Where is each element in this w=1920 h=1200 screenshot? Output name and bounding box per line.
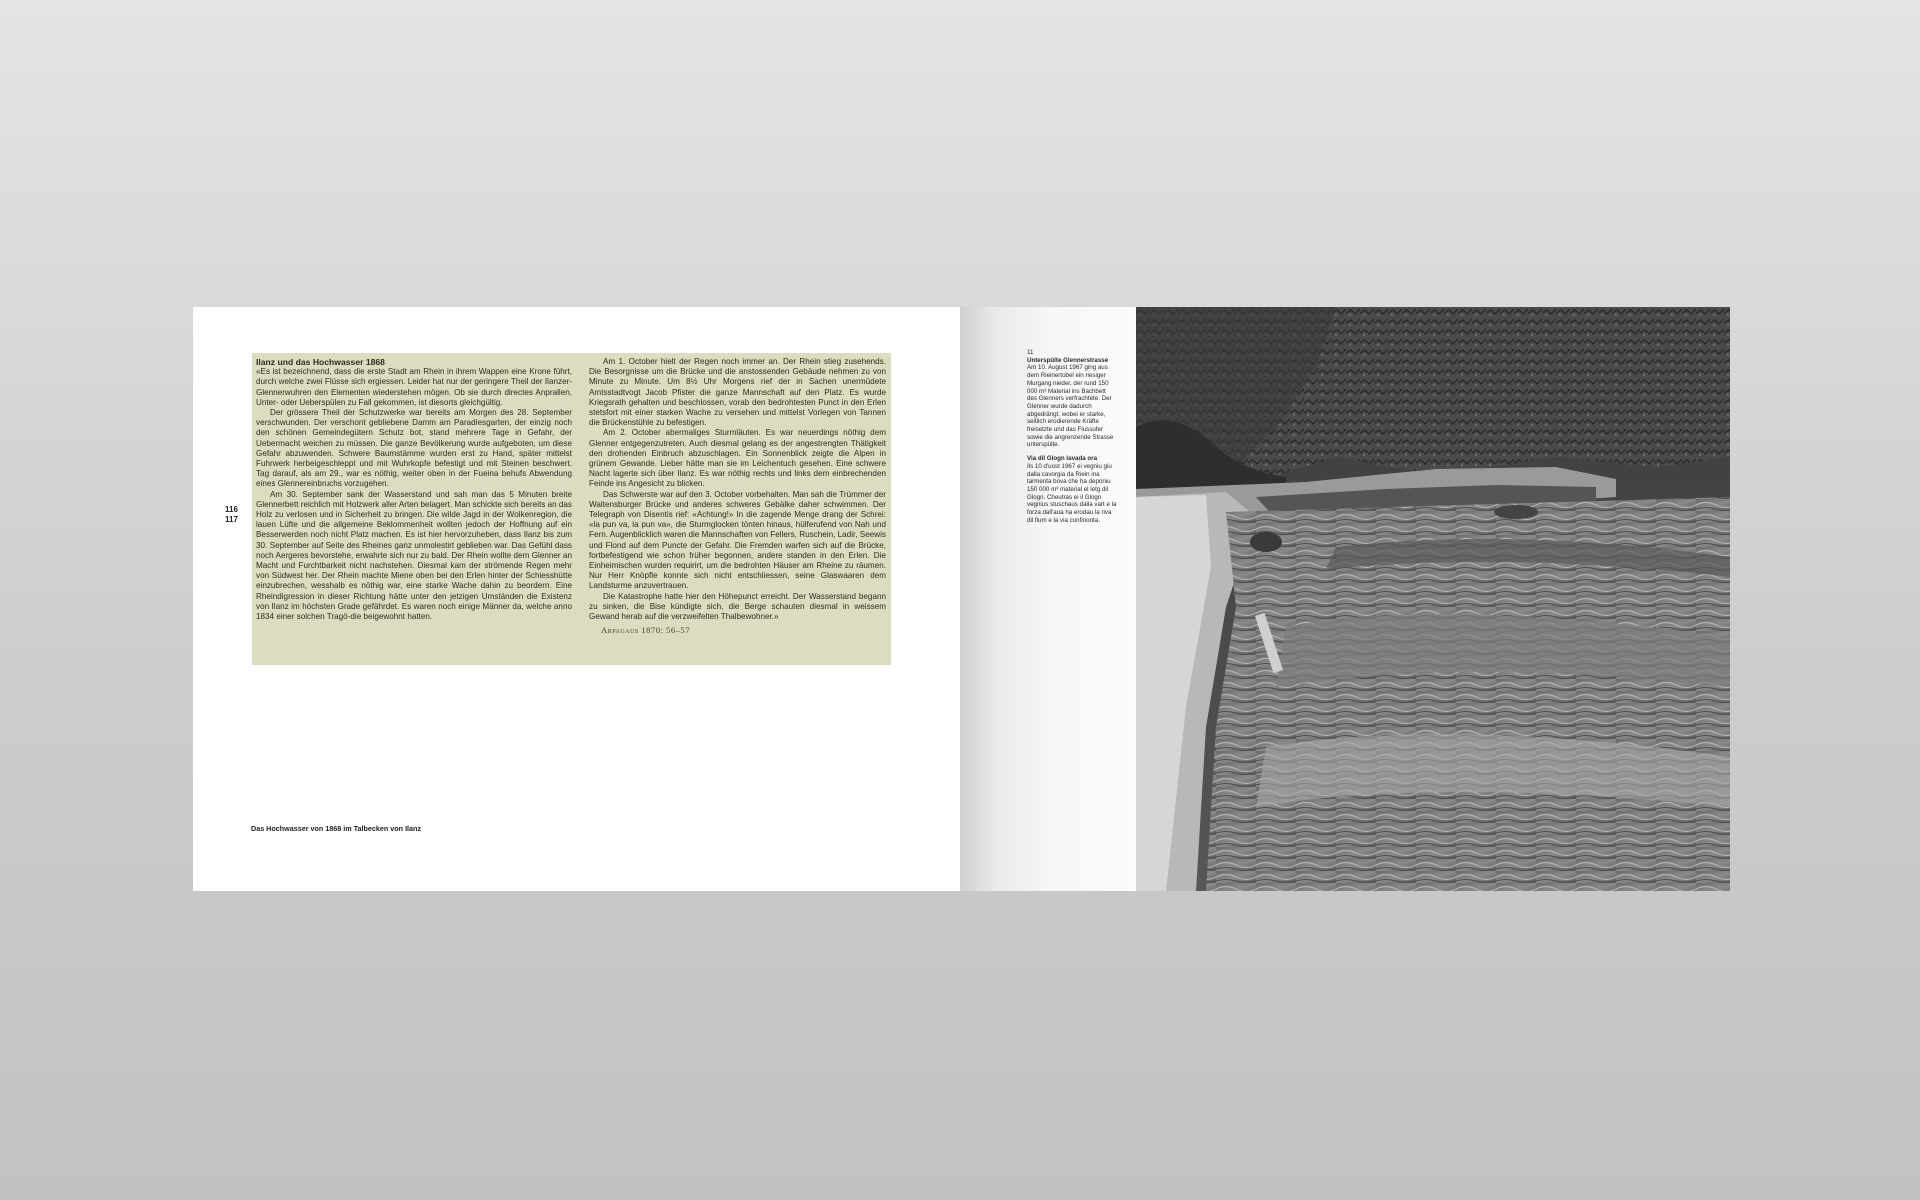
left-page (193, 307, 960, 891)
quote-column-left (256, 357, 572, 622)
book-spread (193, 307, 1730, 891)
quote-column-right (589, 357, 886, 635)
quote-paragraph: Die Katastrophe hatte hier den Höhepunct erreicht. Der Wasserstand begann zu sinken, die Bise kündigte sich, die Berge schauten diesmal in weissem Gewand herab auf die verzweifelten Thalbewohner.» (589, 591, 886, 622)
quote-paragraph: Der grössere Theil der Schutzwerke war bereits am Morgen des 28. September verschwunden. Der verschont gebliebene Damm am Paradiesgarten, der einzig noch den schönen Gemeindegütern Schutz bot, stand mehrere Tage in Gefahr, der Uebermacht weichen zu müssen. Die ganze Bevölkerung wurde aufgeboten, um diese Gefahr abzuwenden. Schwere Baumstämme wurden erst zu Hand, später mittelst Fuhrwerk herbeigeschleppt und mit Wuhrkopfe befestigt und mit Steinen beschwert. Tag darauf, als am 29., war es nöthig, weiter oben in der Fueina behufs Abwendung eines Glennereinbruchs vorzugehen. (256, 408, 572, 489)
quote-title: Ilanz und das Hochwasser 1868 (256, 357, 385, 367)
historical-quote-box (252, 353, 891, 665)
running-footer: Das Hochwasser von 1868 im Talbecken von Ilanz (251, 824, 422, 833)
quote-paragraph: Am 30. September sank der Wasserstand und sah man das 5 Minuten breite Glennerbett reichlich mit Holzwerk aller Arten belagert. Man schickte sich bereits an das Holz zu verlosen und in Sicherheit zu bringen. Die wilde Jagd in der Wolkenregion, die lauen Lüfte und die allgemeine Beklommenheit wollten jedoch der Hoffnung auf ein Besserwerden noch nicht Platz machen. Es ist hier hervorzuheben, dass Ilanz bis zum 30. September auf Seite des Rheines ganz unmolestirt geblieben war. Das Gefühl dass noch Aergeres bevorstehe, erwahrte sich nur zu bald. Der Rhein wollte dem Glenner an Macht und Furchtbarkeit nicht nachstehen. Diesmal kam der strömende Regen mehr von Südwest her. Der Rhein machte Miene oben bei den Erlen hinter der Schiesshütte einzubrechen, wesshalb es nöthig war, eine starke Wache dahin zu beordern. Eine Rheindigression in dieser Richtung hätte unter den jetzigen Umständen die Existenz von Ilanz im höchsten Grade gefährdet. Es waren noch einige Männer da, welche anno 1834 einer solchen Tragö-die beigewohnt hatten. (256, 489, 572, 622)
page-numbers (225, 505, 238, 525)
caption-title-romansh: Via dil Glogn lavada ora (1027, 455, 1098, 463)
photo-caption (1027, 349, 1117, 524)
figure-number: 11 (1027, 349, 1034, 356)
quote-attribution: Arpagaus 1870: 56–57 (601, 625, 691, 636)
page-number-right: 117 (225, 515, 238, 524)
caption-text-german: Am 10. August 1967 ging aus dem Rieinertobel ein riesiger Murgang nieder, der rund 150 000 m³ Material ins Bachbett des Glenners verfrachtete. Der Glenner wurde dadurch abgedrängt, wobei er starke, seitlich erodierende Kräfte freisetzte und das Flussufer sowie die angrenzende Strasse unterspülte. (1027, 364, 1114, 449)
quote-paragraph: «Es ist bezeichnend, dass die erste Stadt am Rhein in ihrem Wappen eine Krone führt, durch welche zwei Flüsse sich ergiessen. Leider hat nur der geringere Theil der Ilanzer-Glennerwuhren den Elementen wiederstehen mögen. Ob sie durch directes Anprallen, Unter- oder Ueberspülen zu Fall gekommen, ist diesorts gleichgültig. (256, 367, 572, 407)
caption-title-german: Unterspülte Glennerstrasse (1027, 356, 1109, 364)
page-number-left: 116 (225, 505, 238, 514)
quote-paragraph: Das Schwerste war auf den 3. October vorbehalten. Man sah die Trümmer der Waltensburger Brücke und anderes schweres Gebälke daher schwimmen. Der Telegraph von Disentis rief: «Achtung!» In die zagende Menge drang der Schrei: «la pun va, la pun va», die Sturmglocken tönten hinaus, hülferufend von Nah und Fern. Augenblicklich waren die Mannschaften von Fellers, Ruschein, Ladir, Seewis und Flond auf dem Puncte der Gefahr. Die Fremden warfen sich auf die Brücke, fortbefestigend wie schon früher begonnen, andere standen in den Erlen. Die Einheimischen wurden requirirt, um die bedrohten Häuser am Rheine zu räumen. Nur Herr Knöpfle konnte sich nicht entschliessen, seine Glaswaaren dem Landsturme anzuvertrauen. (589, 489, 886, 591)
caption-text-romansh: Ils 10 d'uost 1967 ei vegniu giu dalla cavorgia da Riein ina tarmenta bova che ha deponiu 150 000 m³ material el letg dil Glogn. Cheutras ei il Glogn vegnius stuschaus dalla vart e la forza dall'aua ha erodau la riva dil flum e la via cunfinonta. (1027, 462, 1117, 524)
quote-paragraph: Am 1. October hielt der Regen noch immer an. Der Rhein stieg zusehends. Die Besorgnisse um die Brücke und die anstossenden Gebäude nehmen zu von Minute zu Minute. Um 8½ Uhr Morgens rief der in Sachen unermüdete Amtsstadtvogt Jacob Pfister die ganze Mannschaft auf den Platz. Es wurde Kriegsrath gehalten und beschlossen, vorab den bedrohtesten Punct in den Erlen stetsfort mit einer starken Wache zu versehen und mittelst Vorlegen von Tannen die Brückenstühle zu befestigen. (589, 357, 886, 428)
quote-paragraph: Am 2. October abermaliges Sturmläuten. Es war neuerdings nöthig dem Glenner entgegenzutreten. Auch diesmal gelang es der angestrengten Thätigkeit den drohenden Einbruch abzuschlagen. Ein Sonnenblick zeigte die Alpen in grünem Gewande. Lieber hätte man sie im Leichentuch gesehen. Eine schwere Nacht lagerte sich über Ilanz. Es war nöthig rechts und links dem einbrechenden Feinde ins Angesicht zu blicken. (589, 428, 886, 489)
flood-photograph (1136, 307, 1730, 891)
